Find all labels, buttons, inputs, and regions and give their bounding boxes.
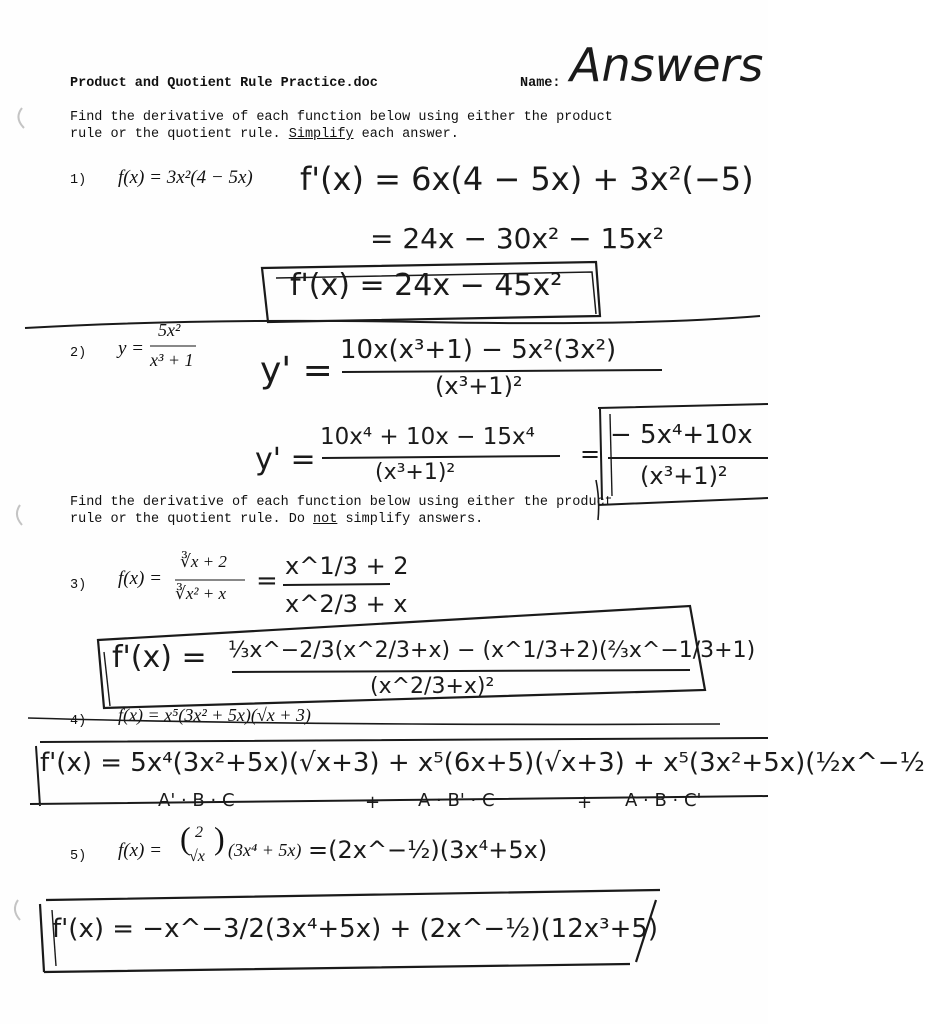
problem-5-number: 5)	[70, 849, 87, 864]
problem-1-number: 1)	[70, 173, 87, 188]
problem-2-work-lhs: y' =	[260, 350, 333, 391]
name-value-handwritten: Answers	[570, 38, 764, 92]
problem-5-answer: f'(x) = −x^−3/2(3x⁴+5x) + (2x^−½)(12x³+5)	[52, 914, 659, 944]
separator-line-1	[25, 316, 760, 328]
problem-1-answer-box	[262, 262, 600, 322]
hole-punch-bottom	[15, 900, 20, 920]
problem-3-function-lhs: f(x) =	[118, 568, 162, 589]
instructions-1-line2: rule or the quotient rule. Simplify each answer.	[70, 127, 459, 142]
problem-5-function-lhs: f(x) =	[118, 840, 162, 861]
problem-5-open-paren: (	[180, 820, 191, 856]
problem-1-answer: f'(x) = 24x − 45x²	[290, 268, 563, 303]
problem-2-work2-lhs: y' =	[255, 442, 316, 477]
problem-5-answer-box	[40, 890, 660, 972]
problem-4-pattern-2: A · B' · C	[418, 790, 495, 811]
problem-5-frac-den: √x	[189, 848, 205, 865]
problem-4-function: f(x) = x⁵(3x² + 5x)(√x + 3)	[118, 705, 311, 725]
problem-3-number: 3)	[70, 578, 87, 593]
problem-2-work-num: 10x(x³+1) − 5x²(3x²)	[340, 335, 617, 365]
problem-4-pattern-3: A · B · C'	[625, 790, 702, 811]
problem-2-function-den: x³ + 1	[150, 350, 194, 370]
problem-2-answer-den: (x³+1)²	[640, 462, 728, 490]
problem-3-rewrite-num: x^1/3 + 2	[285, 552, 409, 580]
problem-1-work-line2: = 24x − 30x² − 15x²	[370, 222, 664, 255]
problem-4-pattern-plus-2: +	[577, 792, 593, 813]
problem-2-work-fraction-bar	[342, 370, 662, 372]
problem-3-rewrite-fraction-bar	[283, 584, 390, 585]
problem-2-function-num: 5x²	[158, 320, 181, 340]
problem-4-pattern-plus-1: +	[365, 792, 381, 813]
hole-punch-middle	[17, 505, 22, 525]
problem-2-answer-eq: =	[580, 440, 601, 468]
problem-4-answer: f'(x) = 5x⁴(3x²+5x)(√x+3) + x⁵(6x+5)(√x+3) + x⁵(3x²+5x)(½x^−½	[40, 748, 925, 778]
document-title: Product and Quotient Rule Practice.doc	[70, 76, 378, 91]
problem-1-work-line1: f'(x) = 6x(4 − 5x) + 3x²(−5)	[300, 160, 754, 198]
problem-2-answer-num: − 5x⁴+10x	[610, 420, 753, 450]
instructions-2-line1: Find the derivative of each function below using either the product	[70, 495, 613, 510]
problem-3-function-num: ∛x + 2	[180, 552, 227, 571]
name-label: Name:	[520, 76, 561, 91]
problem-4-pattern-1: A' · B · C	[158, 790, 235, 811]
problem-3-answer-den: (x^2/3+x)²	[370, 674, 495, 699]
instructions-1-line1: Find the derivative of each function below using either the product	[70, 110, 613, 125]
problem-3-answer-lhs: f'(x) =	[112, 640, 207, 675]
problem-5-rewrite: =(2x^−½)(3x⁴+5x)	[308, 836, 548, 864]
instructions-2-line2: rule or the quotient rule. Do not simplify answers.	[70, 512, 484, 527]
problem-2-answer-box	[598, 404, 768, 505]
problem-2-function-lhs: y =	[118, 338, 145, 359]
hole-punch-top	[18, 108, 24, 128]
problem-2-work2-fraction-bar	[322, 456, 560, 458]
problem-3-rewrite-den: x^2/3 + x	[285, 590, 408, 618]
problem-2-work2-den: (x³+1)²	[375, 460, 456, 485]
problem-3-answer-num: ⅓x^−2/3(x^2/3+x) − (x^1/3+2)(⅔x^−1/3+1)	[228, 638, 756, 663]
problem-1-function: f(x) = 3x²(4 − 5x)	[118, 167, 253, 188]
problem-5-close-paren: )	[214, 820, 225, 856]
problem-3-answer-fraction-bar	[232, 670, 690, 672]
problem-5-frac-num: 2	[195, 824, 203, 841]
problem-2-work2-num: 10x⁴ + 10x − 15x⁴	[320, 424, 535, 450]
problem-3-rewrite-eq: =	[256, 566, 278, 596]
problem-2-work-den: (x³+1)²	[435, 372, 523, 400]
problem-4-number: 4)	[70, 714, 87, 729]
problem-5-function-rest: (3x⁴ + 5x)	[228, 840, 302, 860]
problem-4-answer-box	[30, 738, 768, 806]
problem-2-number: 2)	[70, 346, 87, 361]
problem-3-function-den: ∛x² + x	[175, 584, 226, 603]
problem-3-answer-box	[98, 606, 705, 708]
